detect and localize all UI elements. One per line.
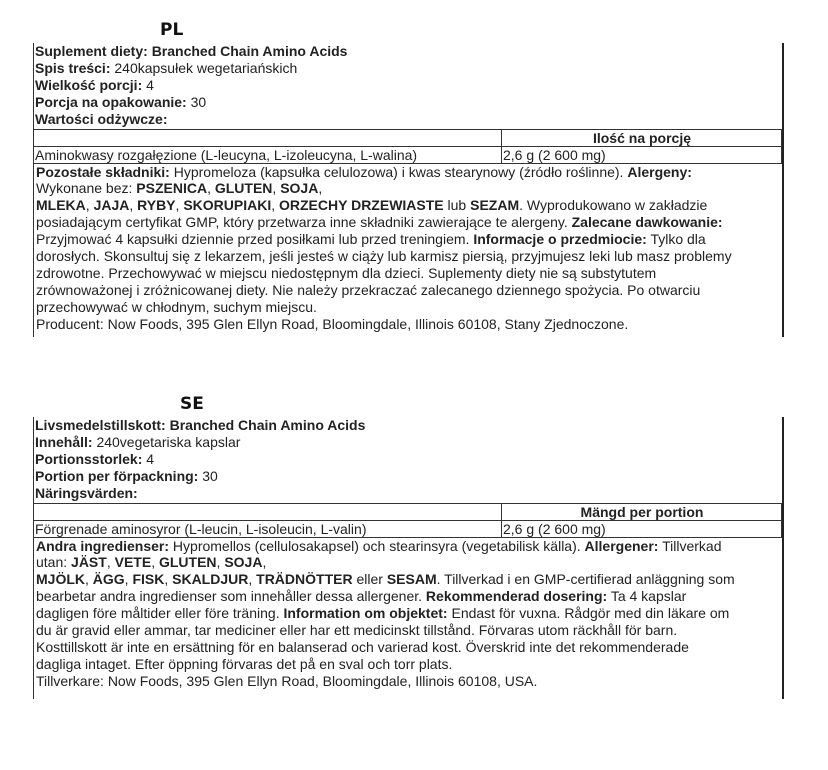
- se-produced-text: Tillverkad i en GMP-certifierad anläggning som: [444, 571, 735, 588]
- pl-supplement-value: Branched Chain Amino Acids: [151, 43, 348, 59]
- se-supplement-line: [34, 417, 782, 434]
- se-contents-value: 240vegetariska kapslar: [96, 433, 241, 450]
- se-dosage-text2: dagligen före måltider eller före träning.: [36, 605, 280, 622]
- allergen: SKORUPIAKI: [183, 197, 272, 214]
- allergen: TRÄDNÖTTER: [256, 571, 353, 588]
- allergen: PSZENICA: [136, 180, 208, 197]
- pl-other-label: Pozostałe składniki:: [36, 163, 170, 180]
- pl-supplement-label: Suplement diety:: [35, 43, 148, 59]
- se-dosage-label: Rekommenderad dosering:: [425, 588, 608, 605]
- allergen: ORZECHY DRZEWIASTE: [279, 197, 444, 214]
- pl-servings-label: Porcja na opakowanie:: [35, 93, 187, 110]
- pl-producer: Producent: Now Foods, 395 Glen Ellyn Road, Bloomingdale, Illinois 60108, Stany Zjednoczone.: [36, 315, 629, 332]
- allergen: FISK: [132, 571, 165, 588]
- pl-table-row-value: 2,6 g (2 600 mg): [502, 146, 782, 163]
- se-contents-line: [34, 434, 782, 451]
- allergen: MJÖLK: [36, 571, 85, 588]
- se-info-text1: Endast för vuxna. Rådgör med din läkare om: [451, 605, 730, 622]
- allergen: GLUTEN: [158, 554, 217, 571]
- pl-info-text4: zrównoważonej i zróżnicowanej diety. Nie należy przekraczać zalecanego dziennego spożycia. Po otwarciu: [36, 281, 701, 298]
- allergen: JÄST: [71, 554, 107, 571]
- pl-allergens-label: Alergeny:: [627, 163, 692, 180]
- pl-supplement-line: [34, 43, 782, 60]
- pl-info-text3: zdrowotne. Przechowywać w miejscu niedostępnym dla dzieci. Suplementy diety nie są substytutem: [36, 264, 657, 281]
- table-row: [34, 520, 782, 537]
- pl-label-panel: [33, 43, 784, 337]
- allergen: MLEKA: [36, 197, 86, 214]
- pl-contents-line: [34, 60, 782, 77]
- se-contents-label: Innehåll:: [35, 433, 93, 450]
- se-info-text3: Kosttillskott är inte en ersättning för en balanserad och varierad kost. Överskrid inte det rekommenderade: [36, 638, 689, 655]
- allergen: ÄGG: [92, 571, 125, 588]
- pl-servings-line: [34, 94, 782, 111]
- pl-info-text5: przechowywać w chłodnym, suchym miejscu.: [36, 298, 317, 315]
- se-nutrition-line: [34, 485, 782, 502]
- se-made-without: Tillverkad: [662, 537, 722, 554]
- pl-serving-value: 4: [146, 76, 154, 93]
- pl-info-label: Informacje o przedmiocie:: [473, 231, 647, 248]
- pl-contents-value: 240kapsułek wegetariańskich: [114, 59, 298, 76]
- se-info-text4: dagliga intaget. Efter öppning förvaras det på en sval och torr plats.: [36, 655, 453, 672]
- se-info-label: Information om objektet:: [283, 605, 448, 622]
- pl-table-header: Ilość na porcję: [502, 129, 782, 146]
- allergen: SOJA: [280, 180, 319, 197]
- se-servings-value: 30: [202, 467, 218, 484]
- allergen: VETE: [114, 554, 152, 571]
- pl-nutrition-label: Wartości odżywcze:: [35, 110, 168, 127]
- se-table-header: Mängd per portion: [502, 503, 782, 520]
- se-serving-label: Portionsstorlek:: [35, 450, 143, 467]
- allergen: RYBY: [137, 197, 176, 214]
- se-producer: Tillverkare: Now Foods, 395 Glen Ellyn Road, Bloomingdale, Illinois 60108, USA.: [36, 672, 538, 689]
- pl-produced-text2: posiadającym certyfikat GMP, który przetwarza inne składniki zawierające te alergeny.: [36, 214, 568, 231]
- table-row: [34, 129, 782, 146]
- pl-info-text1: Tylko dla: [650, 231, 706, 248]
- pl-nutrition-line: [34, 111, 782, 128]
- pl-serving-label: Wielkość porcji:: [35, 76, 143, 93]
- se-serving-line: [34, 451, 782, 468]
- pl-produced-text: Wyprodukowano w zakładzie: [526, 197, 708, 214]
- se-or-word: eller: [356, 571, 383, 588]
- se-servings-label: Portion per förpackning:: [35, 467, 199, 484]
- se-made-without2: utan:: [36, 554, 68, 571]
- se-other-label: Andra ingredienser:: [36, 537, 170, 554]
- se-serving-value: 4: [146, 450, 155, 467]
- se-label-panel: [33, 417, 784, 699]
- pl-serving-line: [34, 77, 782, 94]
- pl-heading: PL: [160, 20, 184, 40]
- pl-table-row-name: Aminokwasy rozgałęzione (L-leucyna, L-izoleucyna, L-walina): [34, 146, 502, 163]
- table-row: [34, 503, 782, 520]
- se-servings-line: [34, 468, 782, 485]
- pl-nutrition-table: [33, 129, 782, 164]
- allergen: SOJA: [224, 554, 263, 571]
- allergen: JAJA: [93, 197, 130, 214]
- pl-servings-value: 30: [190, 93, 207, 110]
- pl-contents-label: Spis treści:: [35, 59, 111, 76]
- pl-ingredients-paragraph: Pozostałe składniki: Hypromeloza (kapsułka celulozowa) i kwas stearynowy (źródło roślinne). Alergeny: Wykonane bez: PSZENICA, GLUTEN, SOJA, MLEKA, JAJA, RYBY, SKORUPIAKI, ORZECHY DRZEWIASTE lub SEZAM. Wyprodukowano w zakładzie posiadającym certyfikat GMP, który przetwarza inne składniki zawierające te alergeny. Zalecane dawkowanie: Przyjmować 4 kapsułki dziennie przed posiłkami lub przed treningiem. Informacje o przedmiocie: Tylko dla dorosłych. Skonsultuj się z lekarzem, jeśli jesteś w ciąży lub karmisz piersią, przyjmujesz leki lub masz problemy zdrowotne. Przechowywać w miejscu niedostępnym dla dzieci. Suplementy diety nie są substytutem zrównoważonej i zróżnicowanej diety. Nie należy przekraczać zalecanego dziennego spożycia. Po otwarciu przechowywać w chłodnym, suchym miejscu. Producent: Now Foods, 395 Glen Ellyn Road, Bloomingdale, Illinois 60108, Stany Zjednoczone.: [36, 163, 732, 332]
- se-table-row-value: 2,6 g (2 600 mg): [502, 520, 782, 537]
- allergen: SEZAM: [470, 197, 520, 214]
- table-row: [34, 146, 782, 163]
- pl-info-text2: dorosłych. Skonsultuj się z lekarzem, jeśli jesteś w ciąży lub karmisz piersią, przyjmujesz leki lub masz problemy: [36, 248, 732, 265]
- se-table-row-name: Förgrenade aminosyror (L-leucin, L-isoleucin, L-valin): [34, 520, 502, 537]
- se-dosage-text1: Ta 4 kapslar: [610, 588, 687, 605]
- se-ingredients-paragraph: Andra ingredienser: Hypromellos (cellulosakapsel) och stearinsyra (vegetabilisk källa). Allergener: Tillverkad utan: JÄST, VETE, GLUTEN, SOJA, MJÖLK, ÄGG, FISK, SKALDJUR, TRÄDNÖTTER eller SESAM. Tillverkad i en GMP-certifierad anläggning som bearbetar andra ingredienser som innehåller dessa allergener. Rekommenderad dosering: Ta 4 kapslar dagligen före måltider eller före träning. Information om objektet: Endast för vuxna. Rådgör med din läkare om du är gravid eller ammar, tar mediciner eller har ett medicinskt tillstånd. Förvaras utom räckhåll för barn. Kosttillskott är inte en ersättning för en balanserad och varierad kost. Överskrid inte det rekommenderade dagliga intaget. Efter öppning förvaras det på en sval och torr plats. Tillverkare: Now Foods, 395 Glen Ellyn Road, Bloomingdale, Illinois 60108, USA.: [36, 537, 735, 689]
- se-heading: SE: [180, 394, 204, 414]
- se-supplement-label: Livsmedelstillskott:: [35, 417, 166, 433]
- allergen: SESAM: [386, 571, 437, 588]
- allergen: SKALDJUR: [172, 571, 249, 588]
- pl-dosage-text: Przyjmować 4 kapsułki dziennie przed posiłkami lub przed treningiem.: [36, 231, 470, 248]
- se-info-text2: du är gravid eller ammar, tar mediciner eller har ett medicinskt tillstånd. Förvaras utom räckhåll för barn.: [36, 622, 678, 639]
- se-other-value: Hypromellos (cellulosakapsel) och stearinsyra (vegetabilisk källa).: [172, 537, 581, 554]
- se-allergens-label: Allergener:: [584, 537, 659, 554]
- pl-or-word: lub: [447, 197, 467, 214]
- pl-dosage-label: Zalecane dawkowanie:: [571, 214, 723, 231]
- pl-other-value: Hypromeloza (kapsułka celulozowa) i kwas stearynowy (źródło roślinne).: [173, 163, 624, 180]
- table-cell: [34, 503, 502, 520]
- pl-made-without: Wykonane bez:: [36, 180, 133, 197]
- allergen: GLUTEN: [214, 180, 273, 197]
- table-cell: [34, 129, 502, 146]
- se-nutrition-label: Näringsvärden:: [35, 484, 138, 501]
- se-supplement-value: Branched Chain Amino Acids: [169, 417, 366, 433]
- se-produced-text2: bearbetar andra ingredienser som innehåller dessa allergener.: [36, 588, 423, 605]
- se-nutrition-table: [33, 503, 782, 538]
